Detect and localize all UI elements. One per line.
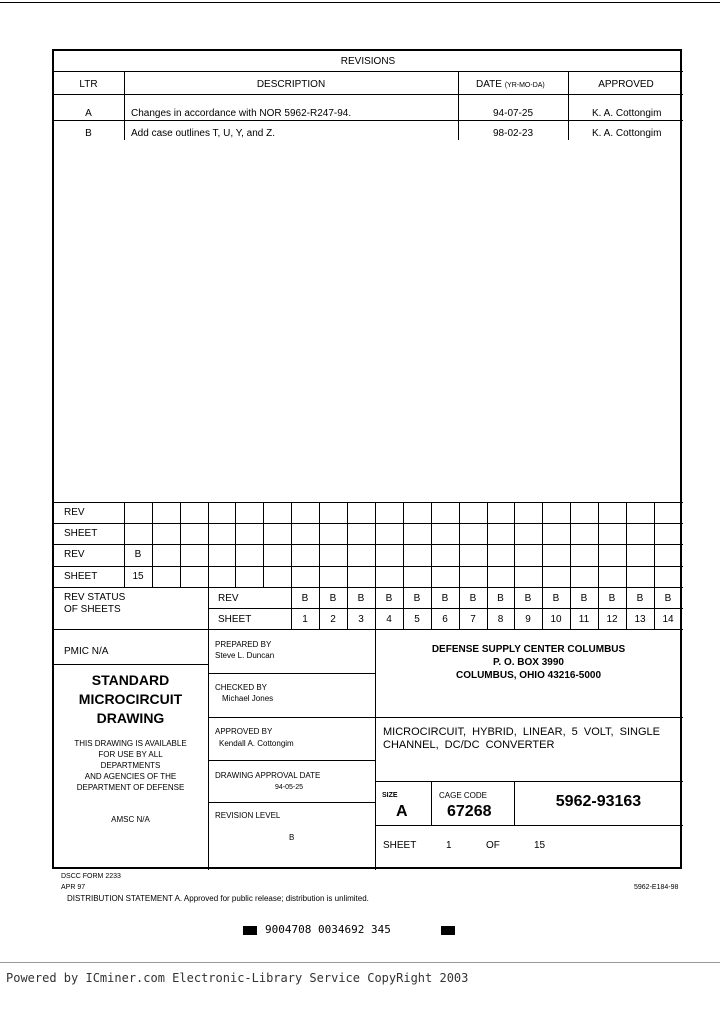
- availability-line4: AND AGENCIES OF THE: [84, 772, 177, 781]
- revision-level-value: B: [289, 833, 295, 842]
- rule: [0, 962, 720, 963]
- rev-status-sheet-4: 4: [386, 614, 392, 625]
- rule: [208, 608, 683, 609]
- rule: [53, 566, 683, 567]
- revision-a-description: Changes in accordance with NOR 5962-R247-94.: [131, 108, 352, 119]
- prepared-by-name: Steve L. Duncan: [215, 651, 275, 660]
- rule: [53, 502, 683, 503]
- rule: [53, 664, 208, 665]
- rev-status-rev-9: B: [524, 593, 532, 604]
- approved-by-name: Kendall A. Cottongim: [219, 739, 294, 748]
- sheet-label: SHEET: [383, 840, 417, 851]
- rule: [53, 544, 683, 545]
- rule: [487, 502, 488, 587]
- rule: [654, 502, 655, 587]
- drawing-title-line3: DRAWING: [96, 710, 165, 726]
- rule: [53, 120, 683, 121]
- rev-status-sheet-11: 11: [578, 614, 590, 625]
- rule: [53, 71, 683, 72]
- grid-row4-sheet-value: 15: [132, 571, 144, 582]
- rule: [53, 94, 683, 95]
- rule: [459, 502, 460, 587]
- prepared-by-label: PREPARED BY: [215, 640, 272, 649]
- approval-date-label: DRAWING APPROVAL DATE: [215, 771, 321, 780]
- of-label: OF: [486, 840, 500, 851]
- amsc-label: AMSC N/A: [111, 815, 150, 824]
- grid-row3-rev-label: REV: [64, 549, 85, 560]
- rev-status-sheet-1: 1: [302, 614, 308, 625]
- rev-status-rev-label: REV: [218, 593, 239, 604]
- rule: [124, 502, 125, 587]
- rev-status-rev-2: B: [329, 593, 337, 604]
- rev-status-sheet-label: SHEET: [218, 614, 252, 625]
- grid-row3-rev-value: B: [134, 549, 142, 560]
- rev-status-sheet-2: 2: [330, 614, 336, 625]
- document-code: 5962-E184-98: [634, 884, 679, 891]
- rule: [626, 502, 627, 587]
- drawing-number: 5962-93163: [555, 793, 642, 810]
- rev-status-sheet-8: 8: [497, 614, 504, 625]
- rule: [208, 673, 375, 674]
- rule: [319, 502, 320, 587]
- rule: [291, 502, 292, 587]
- rule: [598, 502, 599, 587]
- revision-level-label: REVISION LEVEL: [215, 811, 281, 820]
- rev-status-sheet-10: 10: [550, 614, 562, 625]
- revisions-title: REVISIONS: [340, 56, 396, 67]
- size-value: A: [396, 803, 408, 820]
- rev-status-rev-14: B: [664, 593, 672, 604]
- rev-status-sheet-13: 13: [634, 614, 646, 625]
- checked-by-label: CHECKED BY: [215, 683, 268, 692]
- barcode-left-bar: [243, 926, 257, 935]
- revision-a-approved: K. A. Cottongim: [592, 108, 662, 119]
- cage-code-value: 67268: [447, 803, 492, 820]
- rule: [431, 502, 432, 587]
- rule: [124, 72, 125, 140]
- title-line2: CHANNEL, DC/DC CONVERTER: [383, 739, 555, 751]
- rev-status-sheet-5: 5: [414, 614, 420, 625]
- rule: [263, 502, 264, 587]
- rev-status-sheet-3: 3: [358, 614, 364, 625]
- rev-status-rev-6: B: [441, 593, 449, 604]
- drawing-title-line1: STANDARD: [91, 672, 170, 688]
- rule: [53, 629, 683, 630]
- rev-status-rev-10: B: [552, 593, 560, 604]
- rev-status-sheet-14: 14: [662, 614, 674, 625]
- rule: [208, 802, 375, 803]
- rule: [568, 72, 569, 140]
- powered-by-line: Powered by ICminer.com Electronic-Library Service CopyRight 2003: [6, 971, 469, 985]
- rule: [53, 587, 683, 588]
- rule: [208, 502, 209, 587]
- rev-status-sheet-6: 6: [442, 614, 448, 625]
- rule: [514, 502, 515, 587]
- of-value: 15: [534, 840, 546, 851]
- rule: [347, 502, 348, 587]
- title-line1: MICROCIRCUIT, HYBRID, LINEAR, 5 VOLT, SINGLE: [383, 726, 661, 738]
- rule: [375, 717, 683, 718]
- rule: [208, 717, 375, 718]
- agency-line2: P. O. BOX 3990: [493, 657, 564, 668]
- revision-b-date: 98-02-23: [492, 128, 534, 139]
- revision-b-ltr: B: [85, 128, 92, 139]
- rev-status-rev-4: B: [385, 593, 393, 604]
- rev-status-rev-7: B: [469, 593, 477, 604]
- form-number: DSCC FORM 2233: [61, 873, 121, 880]
- rev-status-label-line1: REV STATUS: [64, 592, 126, 603]
- availability-line2: FOR USE BY ALL: [98, 750, 163, 759]
- rev-status-sheet-7: 7: [470, 614, 476, 625]
- rev-status-rev-12: B: [608, 593, 616, 604]
- agency-line1: DEFENSE SUPPLY CENTER COLUMBUS: [431, 644, 626, 655]
- revision-a-ltr: A: [85, 108, 92, 119]
- rev-status-label-line2: OF SHEETS: [64, 604, 121, 615]
- revisions-header-description: DESCRIPTION: [256, 79, 326, 90]
- rule: [180, 502, 181, 587]
- drawing-title-line2: MICROCIRCUIT: [78, 691, 183, 707]
- grid-row2-sheet-label: SHEET: [64, 528, 98, 539]
- sheet-value: 1: [446, 840, 452, 851]
- revision-a-date: 94-07-25: [492, 108, 534, 119]
- grid-row4-sheet-label: SHEET: [64, 571, 98, 582]
- rule: [208, 587, 209, 870]
- approval-date-value: 94-05-25: [275, 784, 304, 791]
- revisions-header-approved: APPROVED: [598, 79, 654, 90]
- rev-status-rev-1: B: [301, 593, 309, 604]
- rev-status-rev-13: B: [636, 593, 644, 604]
- form-date: APR 97: [61, 884, 86, 891]
- rule: [403, 502, 404, 587]
- rule: [375, 781, 683, 782]
- barcode-number: 9004708 0034692 345: [265, 923, 391, 936]
- rule: [53, 523, 683, 524]
- availability-line5: DEPARTMENT OF DEFENSE: [76, 783, 185, 792]
- page-top-edge: [0, 2, 720, 3]
- size-label: SIZE: [382, 792, 398, 799]
- rule: [570, 502, 571, 587]
- cage-code-label: CAGE CODE: [439, 791, 488, 800]
- revision-b-description: Add case outlines T, U, Y, and Z.: [131, 128, 275, 139]
- rule: [375, 502, 376, 587]
- revisions-header-date: DATE (YR-MO-DA): [476, 79, 545, 90]
- rule: [375, 825, 683, 826]
- rev-status-sheet-9: 9: [525, 614, 531, 625]
- grid-row1-rev-label: REV: [64, 507, 85, 518]
- rule: [235, 502, 236, 587]
- rev-status-rev-8: B: [497, 593, 504, 604]
- rule: [152, 502, 153, 587]
- revision-b-approved: K. A. Cottongim: [592, 128, 662, 139]
- rule: [431, 781, 432, 825]
- approved-by-label: APPROVED BY: [215, 727, 273, 736]
- distribution-statement: DISTRIBUTION STATEMENT A. Approved for public release; distribution is unlimited.: [67, 894, 369, 903]
- agency-line3: COLUMBUS, OHIO 43216-5000: [455, 670, 602, 681]
- pmic-label: PMIC N/A: [64, 646, 109, 657]
- rev-status-sheet-12: 12: [606, 614, 618, 625]
- revisions-header-ltr: LTR: [79, 79, 98, 90]
- rule: [208, 760, 375, 761]
- rev-status-rev-11: B: [580, 593, 588, 604]
- rev-status-rev-5: B: [413, 593, 421, 604]
- availability-line3: DEPARTMENTS: [100, 761, 161, 770]
- barcode-right-bar: [441, 926, 455, 935]
- checked-by-name: Michael Jones: [222, 694, 274, 703]
- rev-status-rev-3: B: [357, 593, 365, 604]
- availability-line1: THIS DRAWING IS AVAILABLE: [74, 739, 187, 748]
- rule: [542, 502, 543, 587]
